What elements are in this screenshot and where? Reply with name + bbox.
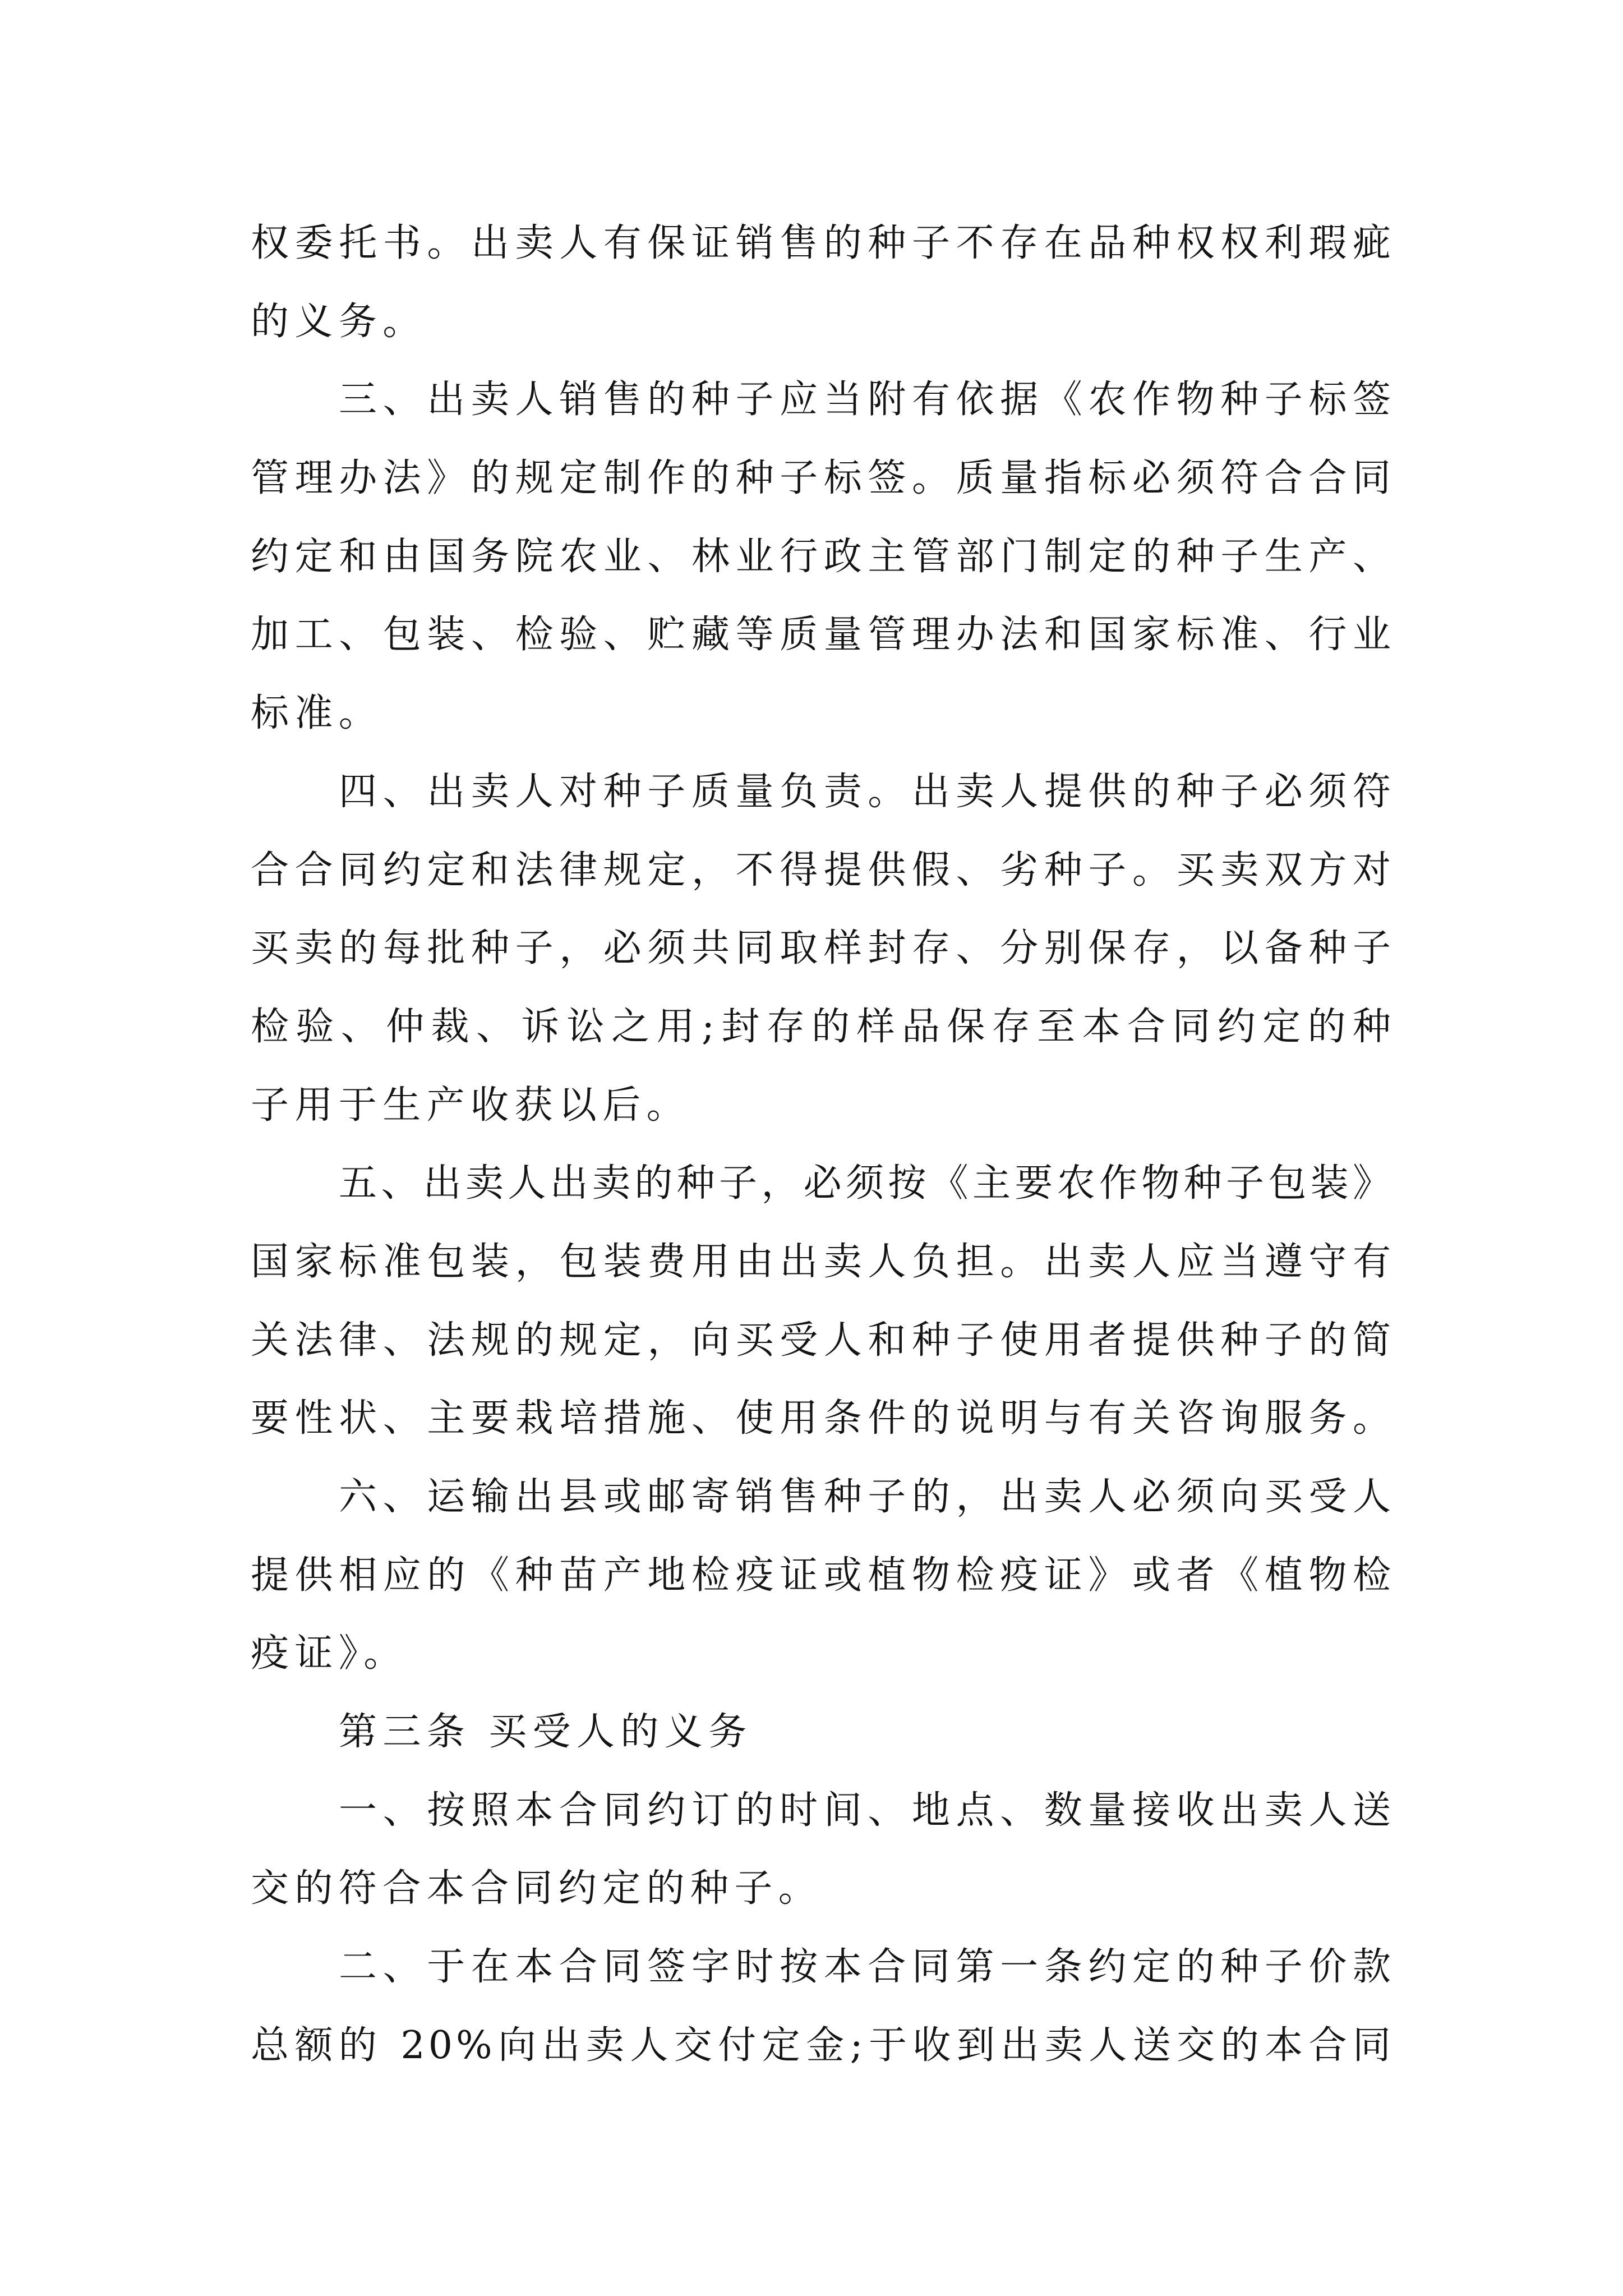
text-line: 五、出卖人出卖的种子，必须按《主要农作物种子包装》 xyxy=(339,1161,1394,1206)
text-line: 买卖的每批种子，必须共同取样封存、分别保存，以备种子 xyxy=(251,926,1394,971)
text-line: 约定和由国务院农业、林业行政主管部门制定的种子生产、 xyxy=(251,534,1394,579)
text-line: 合合同约定和法律规定，不得提供假、劣种子。买卖双方对 xyxy=(251,848,1394,892)
text-line: 关法律、法规的规定，向买受人和种子使用者提供种子的简 xyxy=(251,1318,1394,1363)
paragraph xyxy=(251,361,1394,752)
text-line: 交的符合本合同约定的种子。 xyxy=(251,1866,823,1911)
text-line: 六、运输出县或邮寄销售种子的，出卖人必须向买受人 xyxy=(339,1475,1394,1519)
paragraph xyxy=(251,1772,1394,1928)
text-line: 权委托书。出卖人有保证销售的种子不存在品种权权利瑕疵 xyxy=(251,221,1394,265)
paragraph xyxy=(251,753,1394,1144)
heading-line: 第三条 买受人的义务 xyxy=(339,1710,753,1755)
text-line: 提供相应的《种苗产地检疫证或植物检疫证》或者《植物检 xyxy=(251,1553,1394,1598)
text-line: 标准。 xyxy=(251,691,383,736)
paragraph xyxy=(251,1144,1394,1458)
text-line: 二、于在本合同签字时按本合同第一条约定的种子价款 xyxy=(339,1945,1394,1990)
text-line: 要性状、主要栽培措施、使用条件的说明与有关咨询服务。 xyxy=(251,1396,1394,1441)
text-line: 疫证》。 xyxy=(251,1631,408,1676)
text-line: 管理办法》的规定制作的种子标签。质量指标必须符合合同 xyxy=(251,456,1394,501)
paragraph xyxy=(251,1928,1394,2085)
text-line: 检验、仲裁、诉讼之用;封存的样品保存至本合同约定的种 xyxy=(251,1004,1394,1049)
text-line: 一、按照本合同约订的时间、地点、数量接收出卖人送 xyxy=(339,1788,1394,1833)
section-heading xyxy=(251,1693,1394,1772)
paragraph xyxy=(251,1458,1394,1693)
text-line: 的义务。 xyxy=(251,299,427,344)
text-line: 加工、包装、检验、贮藏等质量管理办法和国家标准、行业 xyxy=(251,613,1394,657)
text-line: 三、出卖人销售的种子应当附有依据《农作物种子标签 xyxy=(339,378,1394,422)
text-line: 总额的 20%向出卖人交付定金;于收到出卖人送交的本合同 xyxy=(251,2023,1394,2068)
text-line: 子用于生产收获以后。 xyxy=(251,1083,691,1128)
text-line: 四、出卖人对种子质量负责。出卖人提供的种子必须符 xyxy=(339,769,1394,814)
text-line: 国家标准包装，包装费用由出卖人负担。出卖人应当遵守有 xyxy=(251,1239,1394,1284)
document-body xyxy=(251,204,1394,2085)
paragraph xyxy=(251,204,1394,361)
